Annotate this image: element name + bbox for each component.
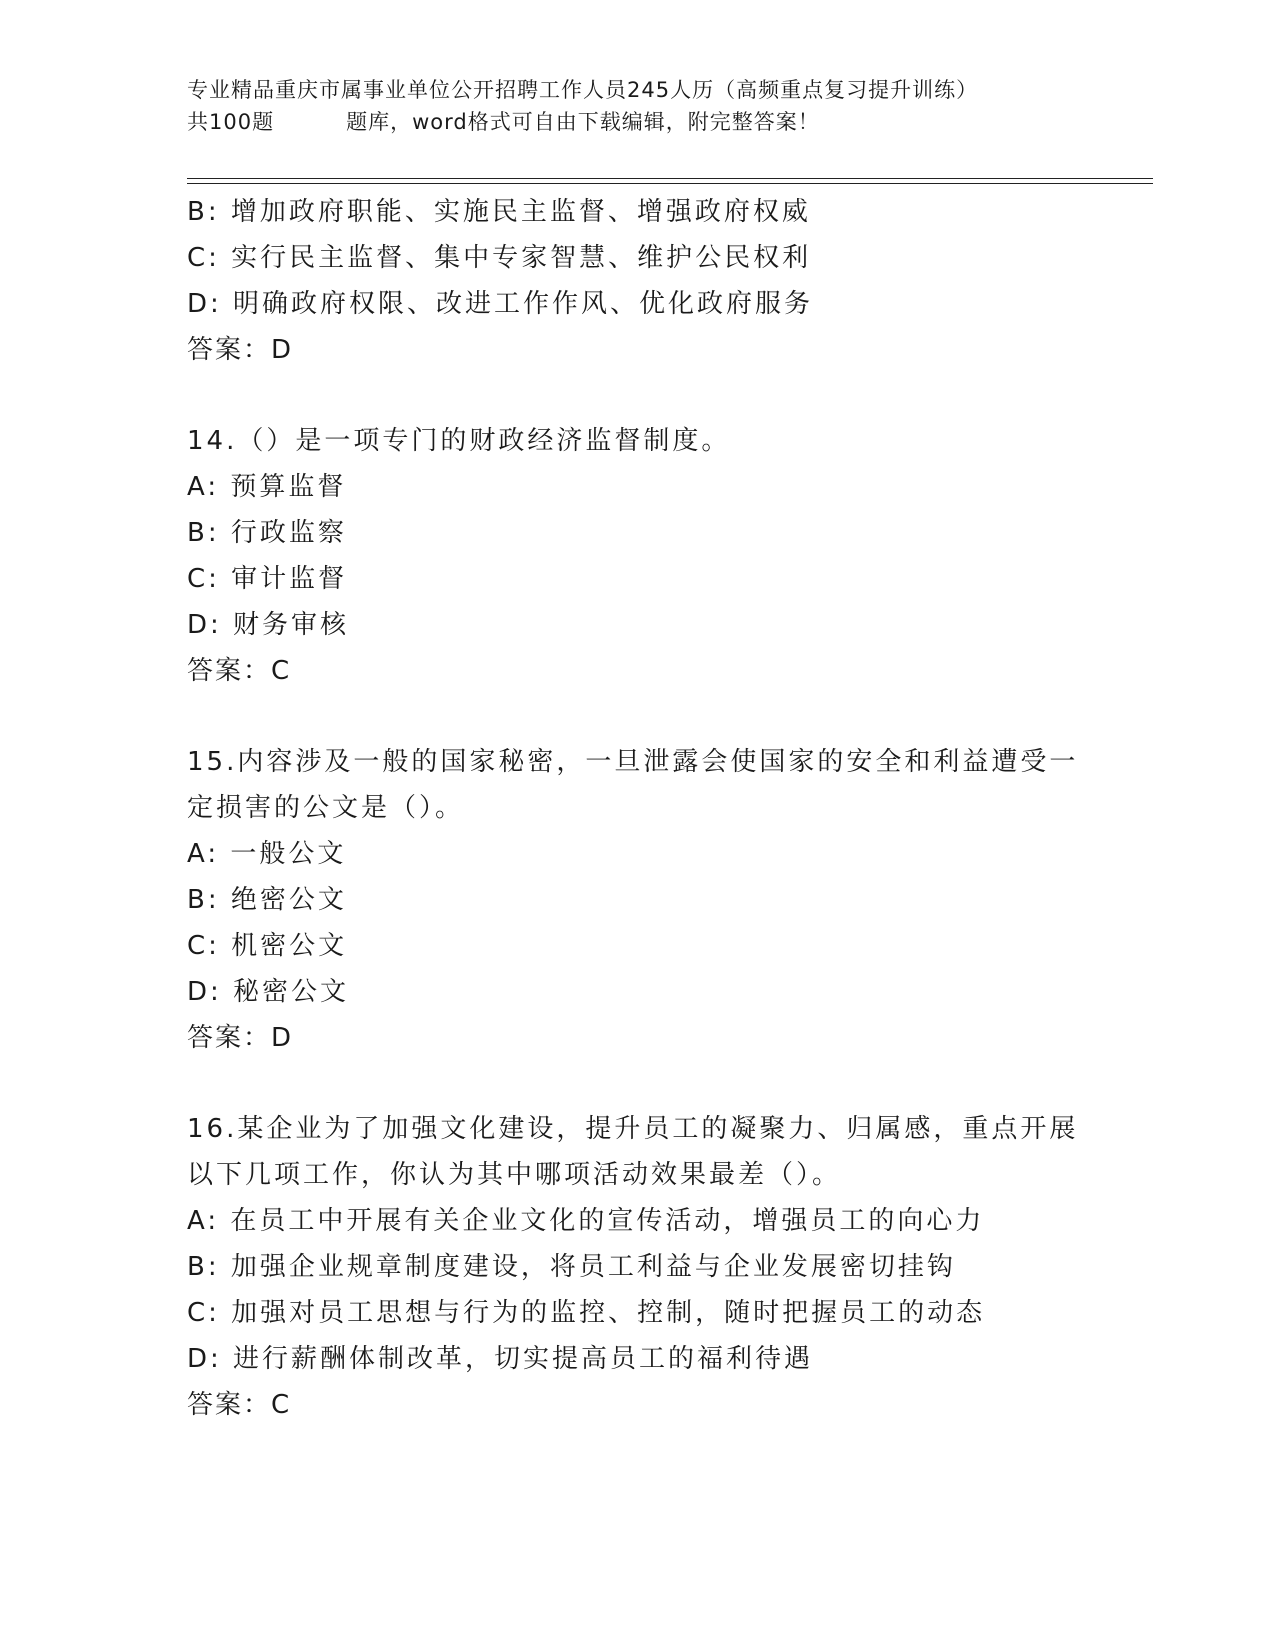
header-divider-top [187,178,1153,179]
option-c: C: 审计监督 [187,564,348,594]
option-d: D: 明确政府权限、改进工作作风、优化政府服务 [187,289,814,319]
option-b: B: 行政监察 [187,518,347,548]
answer: 答案：C [187,656,292,686]
option-c: C: 加强对员工思想与行为的监控、控制，随时把握员工的动态 [187,1298,986,1328]
answer: 答案：D [187,1023,294,1053]
question-stem: 15.内容涉及一般的国家秘密，一旦泄露会使国家的安全和利益遭受一 [187,747,1079,777]
option-a: A: 预算监督 [187,472,347,502]
option-b: B: 绝密公文 [187,885,347,915]
option-d: D: 财务审核 [187,610,350,640]
header-divider-bottom [187,183,1153,184]
question-stem-continued: 定损害的公文是（）。 [187,793,465,823]
question-13-continued [187,189,1087,373]
question-stem: 14.（）是一项专门的财政经济监督制度。 [187,426,731,456]
option-a: A: 在员工中开展有关企业文化的宣传活动，增强员工的向心力 [187,1206,985,1236]
option-c: C: 实行民主监督、集中专家智慧、维护公民权利 [187,243,812,273]
option-a: A: 一般公文 [187,839,347,869]
question-15 [187,739,1087,1061]
header-question-count: 共100题 [187,110,275,134]
question-16 [187,1106,1087,1428]
document-header [187,74,1087,138]
question-stem-continued: 以下几项工作，你认为其中哪项活动效果最差（）。 [187,1160,842,1190]
answer: 答案：D [187,335,294,365]
option-b: B: 加强企业规章制度建设，将员工利益与企业发展密切挂钩 [187,1252,956,1282]
option-d: D: 进行薪酬体制改革，切实提高员工的福利待遇 [187,1344,814,1374]
option-b: B: 增加政府职能、实施民主监督、增强政府权威 [187,197,811,227]
header-description: 题库，word格式可自由下载编辑，附完整答案！ [346,110,820,134]
question-stem: 16.某企业为了加强文化建设，提升员工的凝聚力、归属感，重点开展 [187,1114,1079,1144]
option-c: C: 机密公文 [187,931,348,961]
question-14 [187,418,1087,694]
option-d: D: 秘密公文 [187,977,350,1007]
answer: 答案：C [187,1390,292,1420]
header-title-line: 专业精品重庆市属事业单位公开招聘工作人员245人历（高频重点复习提升训练） [187,78,979,102]
question-content [187,189,1087,1428]
header-subtitle-line [187,106,1087,138]
